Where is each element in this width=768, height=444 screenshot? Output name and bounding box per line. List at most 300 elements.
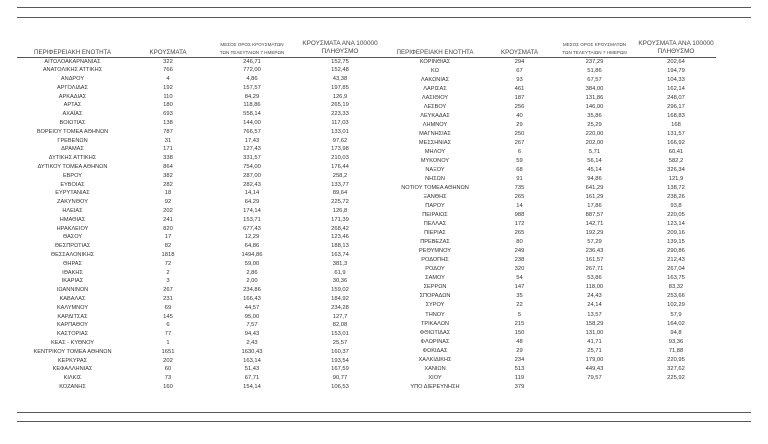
- table-row: [17, 260, 384, 269]
- cell-avg7: 161,29: [585, 194, 604, 201]
- cell-region: ΠΑΡΟΥ: [425, 203, 445, 210]
- cell-per100k: 57,9: [670, 311, 682, 318]
- cell-cases: 5: [517, 311, 522, 318]
- cell-region: ΚΕΝΤΡΙΚΟΥ ΤΟΜΕΑ ΑΘΗΝΩΝ: [33, 348, 112, 355]
- cell-avg7: 53,86: [587, 275, 602, 282]
- top-rule-secondary: [17, 17, 751, 18]
- cell-region: ΗΛΕΙΑΣ: [62, 208, 83, 215]
- table-row: [17, 66, 384, 75]
- cell-avg7: 754,00: [243, 164, 261, 171]
- cell-region: ΝΗΣΩΝ: [425, 176, 445, 183]
- table-row: [384, 76, 716, 85]
- top-rule: [17, 7, 751, 8]
- cell-region: ΘΑΣΟΥ: [62, 234, 83, 241]
- cell-region: ΜΥΚΟΝΟΥ: [420, 157, 450, 164]
- cell-cases: 110: [163, 93, 173, 100]
- cell-avg7: 677,43: [243, 225, 261, 232]
- cell-avg7: 449,43: [585, 365, 604, 372]
- cell-avg7: 236,43: [585, 248, 604, 255]
- cell-region: ΚΕΦΑΛΛΗΝΙΑΣ: [52, 366, 93, 373]
- table-row: [384, 202, 716, 211]
- cell-region: ΛΕΥΚΑΔΑΣ: [420, 112, 450, 119]
- cell-per100k: 82,08: [332, 322, 348, 329]
- cell-avg7: 12,29: [244, 234, 260, 241]
- table-row: [17, 163, 384, 172]
- cell-region: ΚΑΣΤΟΡΙΑΣ: [56, 331, 89, 338]
- cell-per100k: 296,17: [667, 103, 685, 110]
- table-row: [17, 110, 384, 119]
- table-row: [17, 269, 384, 278]
- table-row: [384, 94, 716, 103]
- cell-per100k: 171,39: [331, 216, 349, 223]
- table-row: [384, 256, 716, 265]
- cell-cases: 22: [516, 302, 523, 309]
- table-row: [17, 383, 384, 392]
- cell-avg7: 5,71: [588, 148, 601, 155]
- cell-region: ΒΟΡΕΙΟΥ ΤΟΜΕΑ ΑΘΗΝΩΝ: [36, 128, 109, 135]
- cell-cases: 147: [514, 284, 525, 291]
- cell-cases: 31: [164, 137, 172, 144]
- cell-region: ΛΕΣΒΟΥ: [423, 103, 447, 110]
- cell-per100k: 225,92: [667, 374, 685, 381]
- cell-per100k: 123,46: [331, 234, 349, 241]
- cell-per100k: 90,77: [332, 375, 348, 382]
- header-per100k-line1: ΚΡΟΥΣΜΑΤΑ ΑΝΑ 100000: [638, 39, 714, 47]
- cell-avg7: 2,00: [246, 278, 258, 285]
- cell-region: ΣΕΡΡΩΝ: [423, 284, 447, 291]
- table-row: [384, 301, 716, 310]
- cell-per100k: 197,85: [331, 84, 349, 91]
- cell-avg7: 287,00: [243, 172, 261, 179]
- cell-cases: 72: [164, 260, 172, 267]
- cell-avg7: 202,00: [585, 139, 604, 146]
- table-row: [384, 310, 716, 319]
- table-row: [17, 295, 384, 304]
- cell-per100k: 126,9: [332, 93, 348, 100]
- cell-region: ΘΕΣΠΡΩΤΙΑΣ: [54, 243, 91, 250]
- cell-region: ΡΕΘΥΜΝΟΥ: [419, 248, 451, 255]
- cell-avg7: 44,57: [244, 304, 260, 311]
- table-row: [17, 119, 384, 128]
- cell-per100k: 168,83: [667, 112, 685, 119]
- cell-region: ΖΑΚΥΝΘΟΥ: [57, 199, 88, 206]
- cell-cases: 787: [163, 128, 173, 135]
- table-header-row: [384, 32, 716, 57]
- table-body-left: [17, 57, 384, 392]
- table-row: [17, 101, 384, 110]
- cell-per100k: 265,19: [331, 102, 349, 109]
- cell-avg7: 1630,43: [241, 348, 263, 355]
- cell-cases: 150: [514, 329, 525, 336]
- cell-region: ΕΥΡΥΤΑΝΙΑΣ: [55, 190, 90, 197]
- cell-cases: 513: [514, 365, 525, 372]
- cell-cases: 241: [163, 216, 173, 223]
- cell-avg7: 24,14: [587, 302, 602, 309]
- table-row: [17, 357, 384, 366]
- cell-per100k: 267,04: [667, 266, 685, 273]
- cell-per100k: 71,88: [668, 347, 684, 354]
- cell-cases: 67: [516, 67, 523, 74]
- table-row: [17, 145, 384, 154]
- cell-cases: 1818: [161, 252, 175, 259]
- cell-cases: 17: [164, 234, 172, 241]
- table-row: [384, 193, 716, 202]
- header-per100k-line1: ΚΡΟΥΣΜΑΤΑ ΑΝΑ 100000: [302, 39, 378, 47]
- cell-region: ΒΟΙΩΤΙΑΣ: [59, 120, 86, 127]
- cell-avg7: 7,57: [246, 322, 258, 329]
- cell-per100k: 152,48: [331, 67, 349, 74]
- cell-avg7: 174,14: [243, 208, 261, 215]
- cell-avg7: 41,71: [587, 338, 602, 345]
- cell-avg7: 887,57: [585, 212, 604, 219]
- cell-per100k: 83,32: [668, 284, 684, 291]
- cell-avg7: 127,43: [243, 146, 261, 153]
- table-row: [384, 374, 716, 383]
- table-row: [17, 321, 384, 330]
- cell-per100k: 168: [671, 121, 681, 128]
- cell-cases: 4: [166, 76, 170, 83]
- cell-avg7: 4,86: [246, 76, 258, 83]
- cell-per100k: 194,79: [667, 67, 685, 74]
- cell-region: ΚΕΡΚΥΡΑΣ: [57, 357, 88, 364]
- cell-per100k: 209,16: [667, 230, 685, 237]
- cell-cases: 250: [514, 130, 525, 137]
- cell-cases: 14: [516, 203, 523, 210]
- cell-avg7: 51,86: [587, 67, 602, 74]
- table-row: [17, 75, 384, 84]
- table-row: [384, 103, 716, 112]
- cell-region: ΚΟΖΑΝΗΣ: [59, 383, 86, 390]
- table-row: [384, 283, 716, 292]
- cell-region: ΛΗΜΝΟΥ: [422, 121, 448, 128]
- cell-per100k: 121,9: [668, 176, 684, 183]
- cell-per100k: 104,33: [667, 76, 685, 83]
- cell-region: ΑΧΑΪΑΣ: [62, 111, 83, 118]
- cell-avg7: 766,57: [243, 128, 261, 135]
- table-row: [384, 247, 716, 256]
- cell-region: ΘΗΡΑΣ: [63, 260, 82, 267]
- cell-avg7: 157,57: [243, 84, 261, 91]
- cases-table-left: [17, 32, 384, 392]
- cell-avg7: 331,57: [243, 155, 261, 162]
- cell-avg7: 158,29: [585, 320, 604, 327]
- header-avg7-line1: ΜΕΣΟΣ ΟΡΟΣ ΚΡΟΥΣΜΑΤΩΝ: [220, 41, 284, 47]
- header-cases: [128, 32, 208, 57]
- cell-region: ΜΗΛΟΥ: [424, 148, 446, 155]
- cell-region: ΣΥΡΟΥ: [425, 302, 445, 309]
- cell-cases: 172: [514, 221, 525, 228]
- table-row: [17, 154, 384, 163]
- cell-region: ΑΙΤΩΛΟΑΚΑΡΝΑΝΙΑΣ: [44, 58, 101, 65]
- header-region: [384, 32, 486, 57]
- table-row: [384, 157, 716, 166]
- cell-avg7: 192,29: [585, 230, 604, 237]
- table-row: [17, 172, 384, 181]
- cell-cases: 77: [164, 331, 172, 338]
- cell-avg7: [553, 383, 636, 392]
- cell-region: ΗΡΑΚΛΕΙΟΥ: [56, 225, 89, 232]
- cell-cases: 180: [163, 102, 173, 109]
- cell-region: ΑΡΓΟΛΙΔΑΣ: [56, 84, 88, 91]
- table-row: [17, 286, 384, 295]
- header-cases-label: ΚΡΟΥΣΜΑΤΑ: [149, 48, 187, 56]
- table-row: [17, 251, 384, 260]
- cell-avg7: 79,57: [587, 374, 602, 381]
- cell-region: ΚΩ: [431, 67, 439, 74]
- cell-avg7: 57,29: [587, 239, 602, 246]
- header-per100k-line2: ΠΛΗΘΥΣΜΟ: [657, 48, 695, 55]
- cell-cases: 231: [163, 296, 173, 303]
- table-row: [384, 292, 716, 301]
- cell-cases: 48: [516, 338, 523, 345]
- cell-avg7: 118,86: [243, 102, 261, 109]
- table-row: [384, 265, 716, 274]
- cell-per100k: 258,2: [332, 172, 348, 179]
- cell-cases: 92: [164, 199, 172, 206]
- cell-per100k: 93,36: [668, 338, 684, 345]
- cell-avg7: 641,29: [585, 185, 604, 192]
- cell-per100k: 220,95: [667, 356, 685, 363]
- cell-region: ΚΑΡΔΙΤΣΑΣ: [57, 313, 88, 320]
- table-body-right: [384, 57, 716, 392]
- header-avg7: [553, 32, 636, 57]
- cell-cases: 693: [163, 111, 173, 118]
- cell-region: ΑΡΤΑΣ: [63, 102, 82, 109]
- cell-region: ΦΛΩΡΙΝΑΣ: [420, 338, 450, 345]
- cell-per100k: 234,28: [331, 304, 349, 311]
- table-row: [17, 225, 384, 234]
- cell-avg7: 179,00: [585, 356, 604, 363]
- cell-avg7: 153,71: [243, 216, 261, 223]
- cell-per100k: 160,37: [331, 348, 349, 355]
- cell-per100k: 327,62: [667, 365, 685, 372]
- cell-per100k: 290,86: [667, 248, 685, 255]
- cell-cases: 379: [514, 383, 525, 390]
- table-row: [17, 57, 384, 66]
- cell-per100k: 212,43: [667, 257, 685, 264]
- table-row: [384, 184, 716, 193]
- cell-cases: 267: [163, 287, 173, 294]
- table-row: [17, 365, 384, 374]
- cell-cases: 119: [514, 374, 525, 381]
- cell-per100k: 159,02: [331, 287, 349, 294]
- cell-region: ΛΑΚΩΝΙΑΣ: [420, 76, 450, 83]
- cell-cases: 18: [164, 190, 172, 197]
- cell-cases: 73: [164, 375, 172, 382]
- cell-cases: 320: [514, 266, 525, 273]
- cell-region: ΔΥΤΙΚΟΥ ΤΟΜΕΑ ΑΘΗΝΩΝ: [37, 164, 108, 171]
- cell-cases: 202: [163, 208, 173, 215]
- cell-region: ΣΑΜΟΥ: [425, 275, 445, 282]
- cell-per100k: 184,92: [331, 296, 349, 303]
- cell-cases: 265: [514, 230, 525, 237]
- cell-cases: 171: [163, 146, 173, 153]
- cell-per100k: 106,53: [331, 383, 349, 390]
- table-row: [384, 383, 716, 392]
- cell-cases: 864: [163, 164, 173, 171]
- table-row: [384, 67, 716, 76]
- cell-per100k: 173,98: [331, 146, 349, 153]
- cell-cases: 29: [516, 121, 523, 128]
- cell-per100k: 60,41: [668, 148, 684, 155]
- cell-cases: 40: [516, 112, 523, 119]
- table-row: [17, 84, 384, 93]
- table-row: [17, 207, 384, 216]
- cell-cases: 35: [516, 293, 523, 300]
- cell-region: ΜΑΓΝΗΣΙΑΣ: [419, 130, 451, 137]
- cell-avg7: 2,86: [246, 269, 258, 276]
- cell-per100k: 176,44: [331, 164, 349, 171]
- table-row: [384, 347, 716, 356]
- cell-per100k: 89,64: [332, 190, 348, 197]
- table-row: [384, 85, 716, 94]
- header-cases-label: ΚΡΟΥΣΜΑΤΑ: [500, 48, 539, 56]
- cell-cases: 461: [514, 85, 525, 92]
- cell-per100k: 188,13: [331, 243, 349, 250]
- cell-per100k: 123,14: [667, 221, 685, 228]
- cell-per100k: 248,07: [667, 94, 685, 101]
- cell-per100k: 162,14: [667, 85, 685, 92]
- cell-per100k: 94,8: [670, 329, 682, 336]
- header-avg7: [208, 32, 296, 57]
- cell-region: ΤΡΙΚΑΛΩΝ: [420, 320, 450, 327]
- cell-avg7: 51,43: [244, 366, 260, 373]
- cell-cases: 267: [514, 139, 525, 146]
- cell-cases: 238: [514, 257, 525, 264]
- cell-region: ΛΑΡΙΣΑΣ: [423, 85, 447, 92]
- cell-region: ΕΒΡΟΥ: [62, 172, 83, 179]
- cell-per100k: 93,8: [670, 203, 682, 210]
- cell-per100k: 167,59: [331, 366, 349, 373]
- cell-cases: 6: [166, 322, 170, 329]
- cell-per100k: 193,54: [331, 357, 349, 364]
- cell-cases: 338: [163, 155, 173, 162]
- cell-cases: 3: [166, 278, 170, 285]
- header-per100k: [636, 32, 716, 57]
- cell-region: ΓΡΕΒΕΝΩΝ: [57, 137, 88, 144]
- cell-per100k: 43,38: [332, 76, 348, 83]
- cell-cases: 138: [163, 120, 173, 127]
- cell-avg7: 237,29: [585, 58, 604, 65]
- table-row: [384, 166, 716, 175]
- cell-avg7: 142,71: [585, 221, 604, 228]
- cell-cases: 80: [516, 239, 523, 246]
- cell-avg7: 267,71: [585, 266, 604, 273]
- cell-avg7: 67,71: [244, 375, 260, 382]
- cell-avg7: 14,14: [244, 190, 260, 197]
- table-row: [384, 356, 716, 365]
- cell-avg7: 35,86: [587, 112, 602, 119]
- cell-avg7: 56,14: [587, 157, 602, 164]
- cell-cases: 160: [163, 383, 173, 390]
- table-row: [384, 112, 716, 121]
- cell-region: ΤΗΝΟΥ: [425, 311, 445, 318]
- cell-per100k: 202,64: [667, 58, 685, 65]
- cell-avg7: 131,86: [585, 94, 604, 101]
- cell-per100k: 163,75: [667, 275, 685, 282]
- cell-avg7: 282,43: [243, 181, 261, 188]
- cell-cases: 69: [164, 304, 172, 311]
- cell-region: ΙΚΑΡΙΑΣ: [61, 278, 84, 285]
- cell-avg7: 163,14: [243, 357, 261, 364]
- cell-region: ΔΡΑΜΑΣ: [61, 146, 84, 153]
- cell-avg7: 146,00: [585, 103, 604, 110]
- table-row: [384, 319, 716, 328]
- cell-per100k: 268,42: [331, 225, 349, 232]
- bottom-rule-secondary: [17, 421, 751, 422]
- cell-cases: 68: [516, 167, 523, 173]
- header-per100k: [296, 32, 384, 57]
- table-row: [17, 277, 384, 286]
- cell-per100k: 152,75: [331, 58, 349, 65]
- cell-region: ΚΟΡΙΝΘΙΑΣ: [419, 58, 451, 65]
- cell-cases: 988: [514, 212, 525, 219]
- table-row: [17, 304, 384, 313]
- cell-cases: 192: [163, 84, 173, 91]
- cell-per100k: 25,57: [332, 340, 348, 346]
- cell-cases: 820: [163, 225, 173, 232]
- cell-region: ΚΑΒΑΛΑΣ: [59, 296, 86, 303]
- table-row: [17, 137, 384, 146]
- cell-cases: 1651: [161, 348, 175, 355]
- table-row: [384, 365, 716, 374]
- cell-avg7: 17,86: [587, 203, 602, 210]
- cell-region: ΚΕΑΣ - ΚΥΘΝΟΥ: [50, 340, 95, 346]
- cell-per100k: 253,66: [667, 293, 685, 300]
- table-row: [17, 233, 384, 242]
- table-row: [17, 189, 384, 198]
- cell-avg7: 13,57: [587, 311, 602, 318]
- cell-avg7: 94,43: [244, 331, 260, 338]
- cell-region: ΕΥΒΟΙΑΣ: [60, 181, 85, 188]
- table-header-row: [17, 32, 384, 57]
- header-region: [17, 32, 128, 57]
- cell-region: ΧΙΟΥ: [428, 374, 442, 381]
- table-row: [17, 348, 384, 357]
- cell-region: ΔΥΤΙΚΗΣ ΑΤΤΙΚΗΣ: [48, 155, 97, 162]
- table-row: [384, 229, 716, 238]
- cases-table-right: [384, 32, 716, 392]
- cell-avg7: 220,00: [585, 130, 604, 137]
- table-row: [384, 175, 716, 184]
- cell-cases: 215: [514, 320, 525, 327]
- cell-cases: 322: [163, 58, 173, 65]
- cell-per100k: 131,57: [667, 130, 685, 137]
- cell-region: ΧΑΛΚΙΔΙΚΗΣ: [418, 356, 452, 363]
- cell-per100k: 166,92: [667, 139, 685, 146]
- cell-avg7: 131,00: [585, 329, 604, 336]
- cell-avg7: 161,57: [585, 257, 604, 264]
- cell-per100k: 126,8: [332, 208, 348, 215]
- table-row: [384, 57, 716, 67]
- header-region-label: ΠΕΡΙΦΕΡΕΙΑΚΗ ΕΝΟΤΗΤΑ: [33, 48, 112, 56]
- cell-cases: 60: [164, 366, 172, 373]
- table-row: [384, 220, 716, 229]
- cell-region: ΧΑΝΙΩΝ: [424, 365, 446, 372]
- table-row: [384, 211, 716, 220]
- cell-region: ΚΙΛΚΙΣ: [63, 375, 82, 382]
- cell-avg7: 384,00: [585, 85, 604, 92]
- cell-avg7: 2,43: [246, 340, 258, 346]
- table-row: [384, 130, 716, 139]
- table-row: [17, 216, 384, 225]
- table-row: [384, 337, 716, 346]
- table-row: [384, 238, 716, 247]
- header-avg7-line2: ΤΩΝ ΤΕΛΕΥΤΑΙΩΝ 7 ΗΜΕΡΩΝ: [562, 49, 627, 55]
- table-row: [17, 128, 384, 137]
- table-row: [384, 139, 716, 148]
- header-per100k-line2: ΠΛΗΘΥΣΜΟ: [321, 48, 359, 55]
